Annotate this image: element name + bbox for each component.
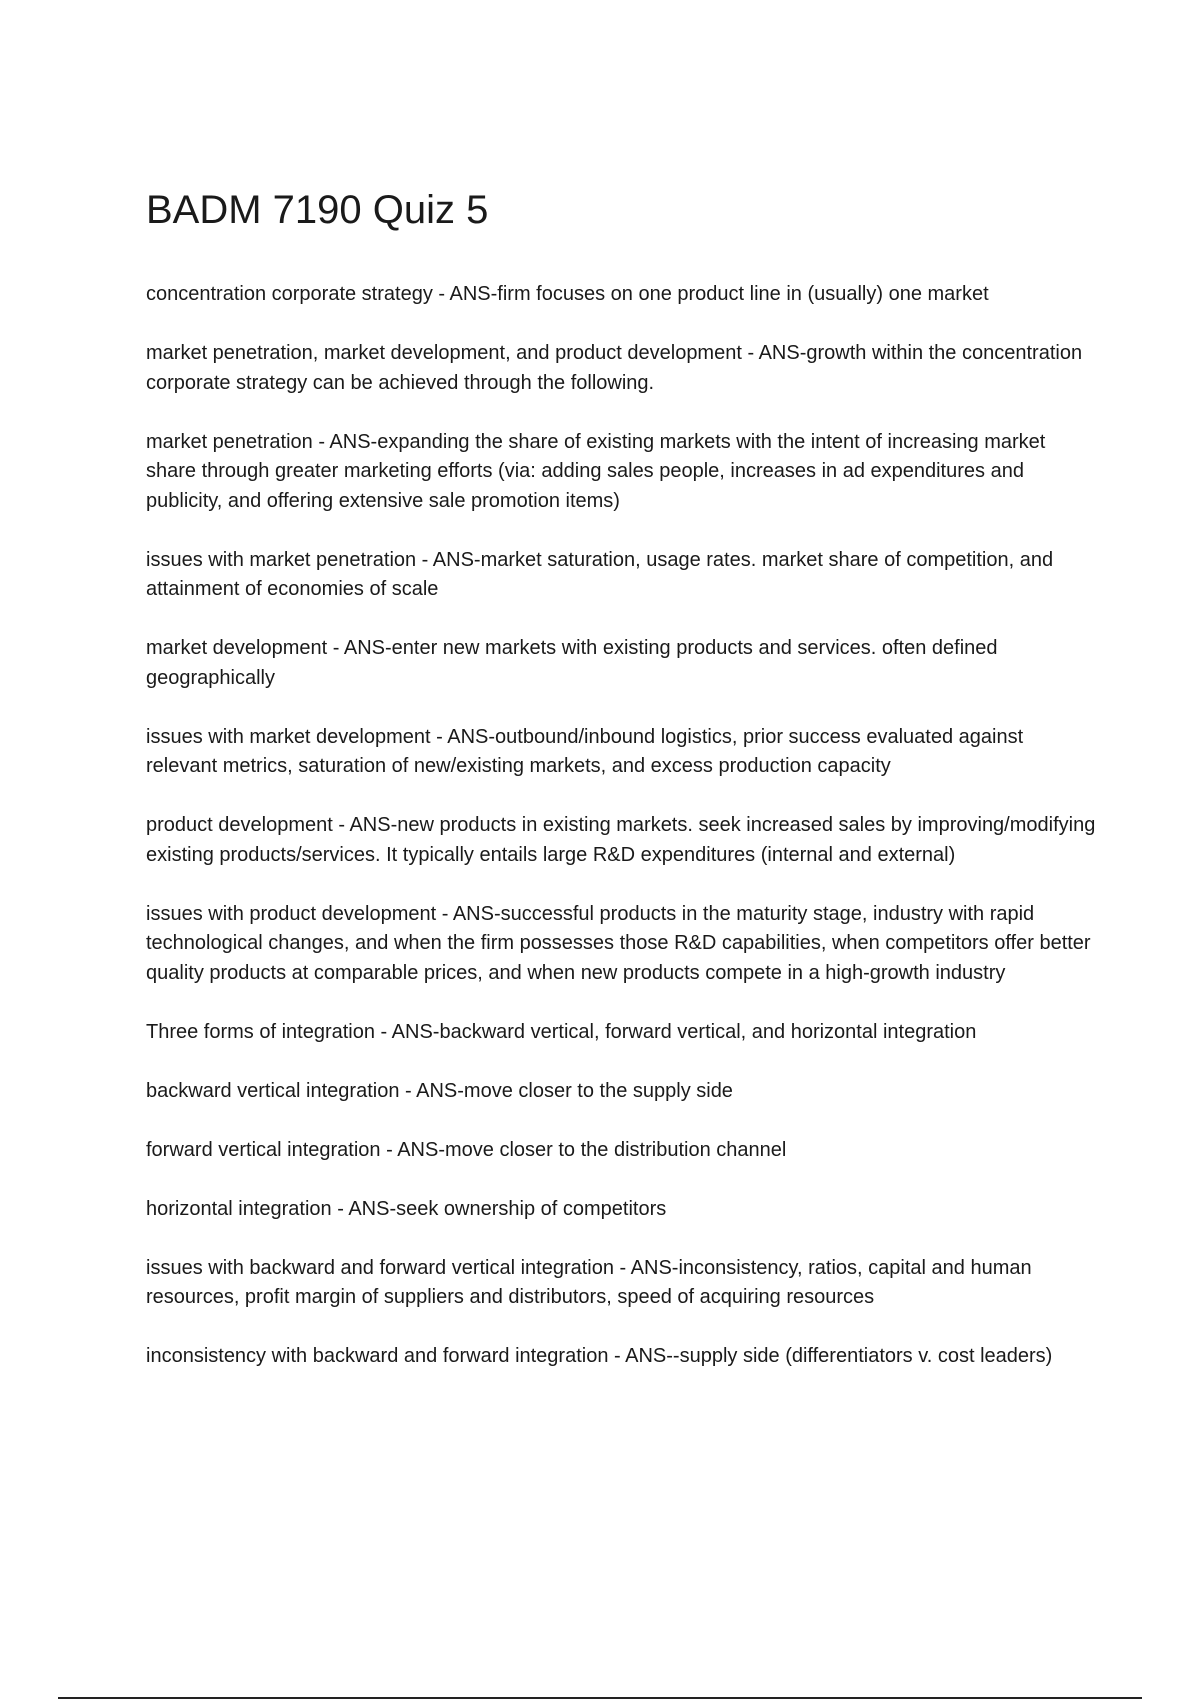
qa-entry: horizontal integration - ANS-seek ownership of competitors — [146, 1197, 667, 1220]
qa-entry: issues with product development - ANS-successful products in the maturity stage, industry with rapid technological changes, and when the firm possesses those R&D capabilities, when competitors offer better quality products at comparable prices, and when new products compete in a high-growth industry — [146, 902, 1091, 984]
qa-entry: inconsistency with backward and forward integration - ANS--supply side (differentiators v. cost leaders) — [146, 1345, 1053, 1367]
document-title: BADM 7190 Quiz 5 — [146, 188, 489, 232]
qa-entry-list — [146, 280, 1096, 1401]
qa-entry: issues with market development - ANS-outbound/inbound logistics, prior success evaluated against relevant metrics, saturation of new/existing markets, and excess production capacity — [146, 725, 1024, 777]
qa-entry: Three forms of integration - ANS-backward vertical, forward vertical, and horizontal integration — [146, 1020, 977, 1043]
footer-divider — [58, 1697, 1142, 1699]
qa-entry: backward vertical integration - ANS-move closer to the supply side — [146, 1079, 733, 1102]
qa-entry: market development - ANS-enter new markets with existing products and services. often defined geographically — [146, 637, 998, 689]
qa-entry: forward vertical integration - ANS-move closer to the distribution channel — [146, 1138, 787, 1161]
qa-entry: issues with market penetration - ANS-market saturation, usage rates. market share of competition, and attainment of economies of scale — [146, 548, 1054, 600]
qa-entry: market penetration, market development, and product development - ANS-growth within the concentration corporate strategy can be achieved through the following. — [146, 342, 1083, 394]
qa-entry: market penetration - ANS-expanding the share of existing markets with the intent of increasing market share through greater marketing efforts (via: adding sales people, increases in ad expenditures and publicity, and offering extensive sale promotion items) — [146, 430, 1046, 512]
qa-entry: product development - ANS-new products in existing markets. seek increased sales by improving/modifying existing products/services. It typically entails large R&D expenditures (internal and external) — [146, 814, 1096, 866]
qa-entry: issues with backward and forward vertical integration - ANS-inconsistency, ratios, capital and human resources, profit margin of suppliers and distributors, speed of acquiring resources — [146, 1256, 1032, 1308]
qa-entry: concentration corporate strategy - ANS-firm focuses on one product line in (usually) one market — [146, 283, 989, 305]
